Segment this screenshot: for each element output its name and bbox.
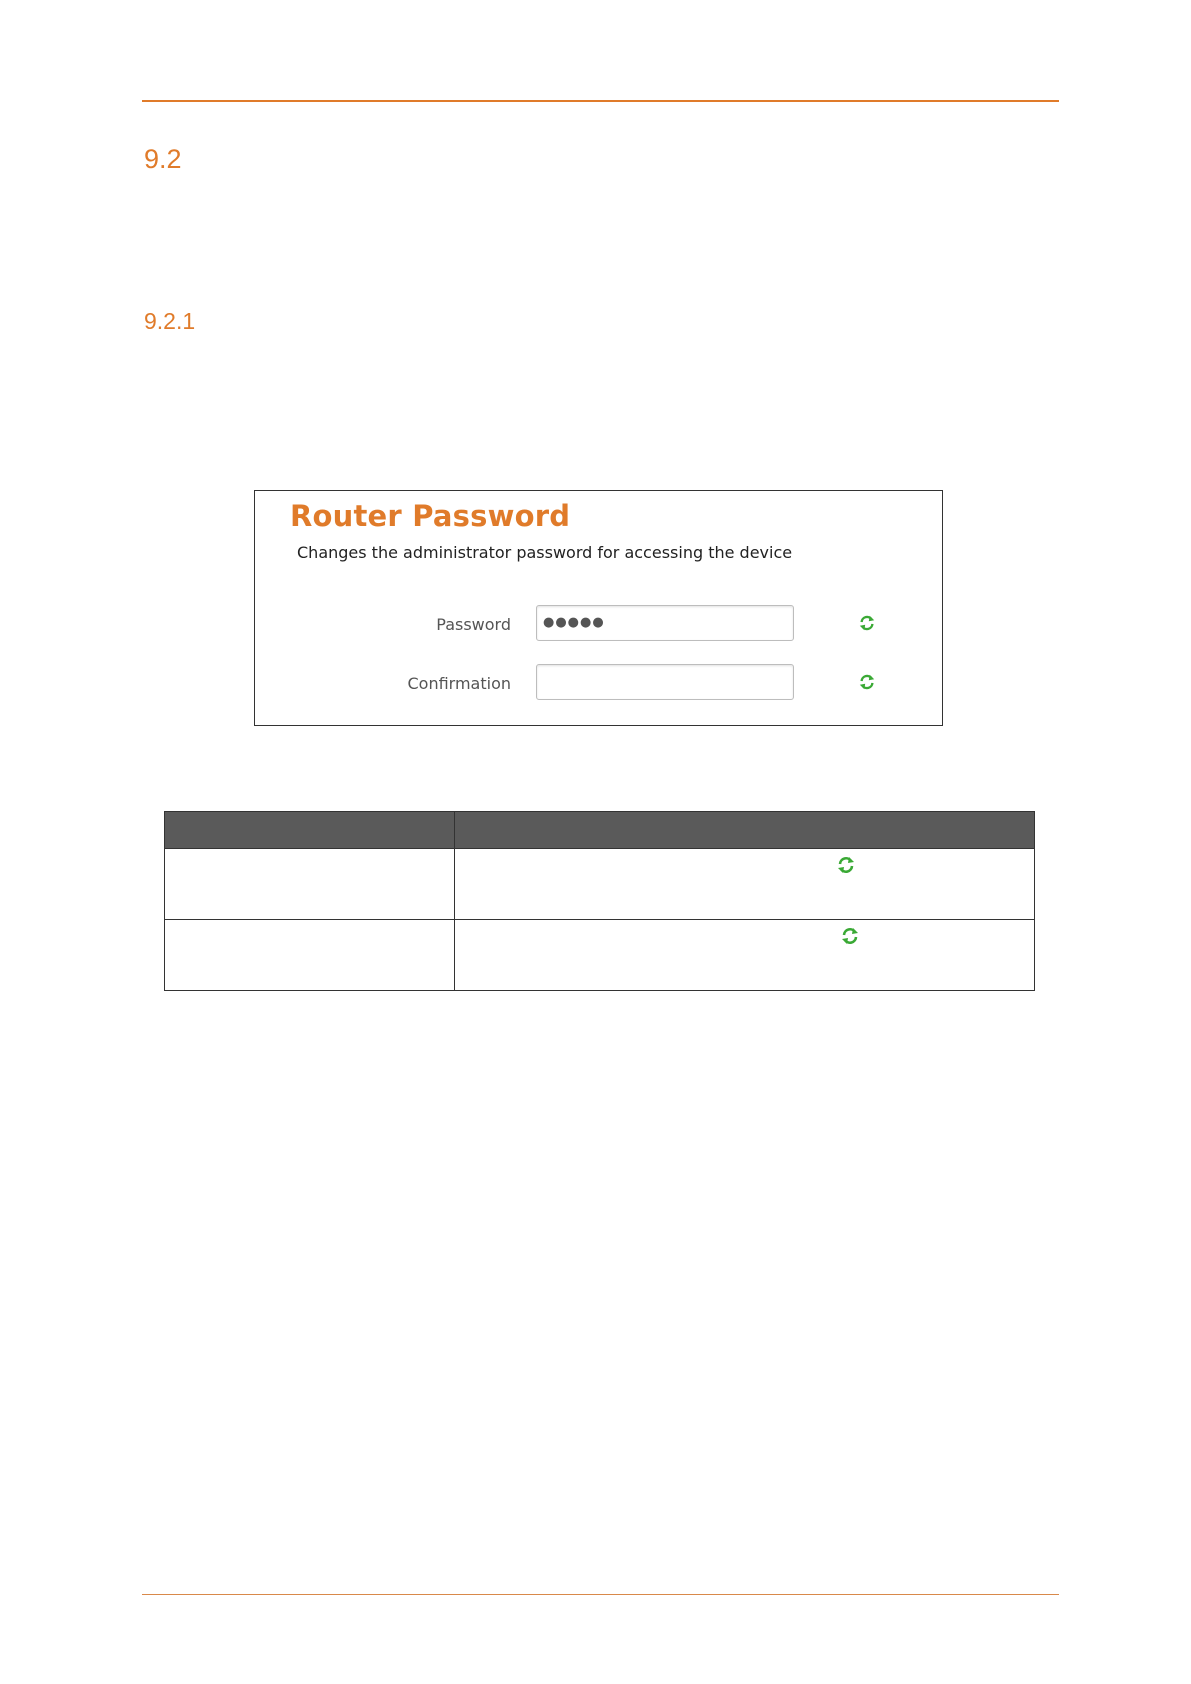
header-rule bbox=[142, 100, 1059, 102]
refresh-icon bbox=[836, 855, 856, 875]
table-cell bbox=[455, 849, 1035, 920]
password-input[interactable]: ●●●●● bbox=[536, 605, 794, 641]
refresh-icon bbox=[840, 926, 860, 946]
panel-description: Changes the administrator password for accessing the device bbox=[297, 543, 793, 562]
confirmation-label: Confirmation bbox=[407, 674, 511, 693]
confirmation-input[interactable] bbox=[536, 664, 794, 700]
router-password-panel bbox=[254, 490, 943, 726]
table-row bbox=[165, 849, 1035, 920]
table-header-cell bbox=[455, 812, 1035, 849]
footer-rule bbox=[142, 1594, 1059, 1595]
table-header-cell bbox=[165, 812, 455, 849]
table-cell bbox=[165, 920, 455, 991]
parameter-table bbox=[164, 811, 1035, 991]
table-row bbox=[165, 920, 1035, 991]
table-cell bbox=[455, 920, 1035, 991]
panel-title: Router Password bbox=[290, 499, 571, 533]
confirmation-refresh-icon[interactable] bbox=[858, 673, 876, 691]
password-refresh-icon[interactable] bbox=[858, 614, 876, 632]
password-label: Password bbox=[436, 615, 511, 634]
subsection-heading: 9.2.1 bbox=[144, 308, 196, 334]
table-header-row bbox=[165, 812, 1035, 849]
section-heading: 9.2 bbox=[144, 144, 182, 174]
table-cell bbox=[165, 849, 455, 920]
